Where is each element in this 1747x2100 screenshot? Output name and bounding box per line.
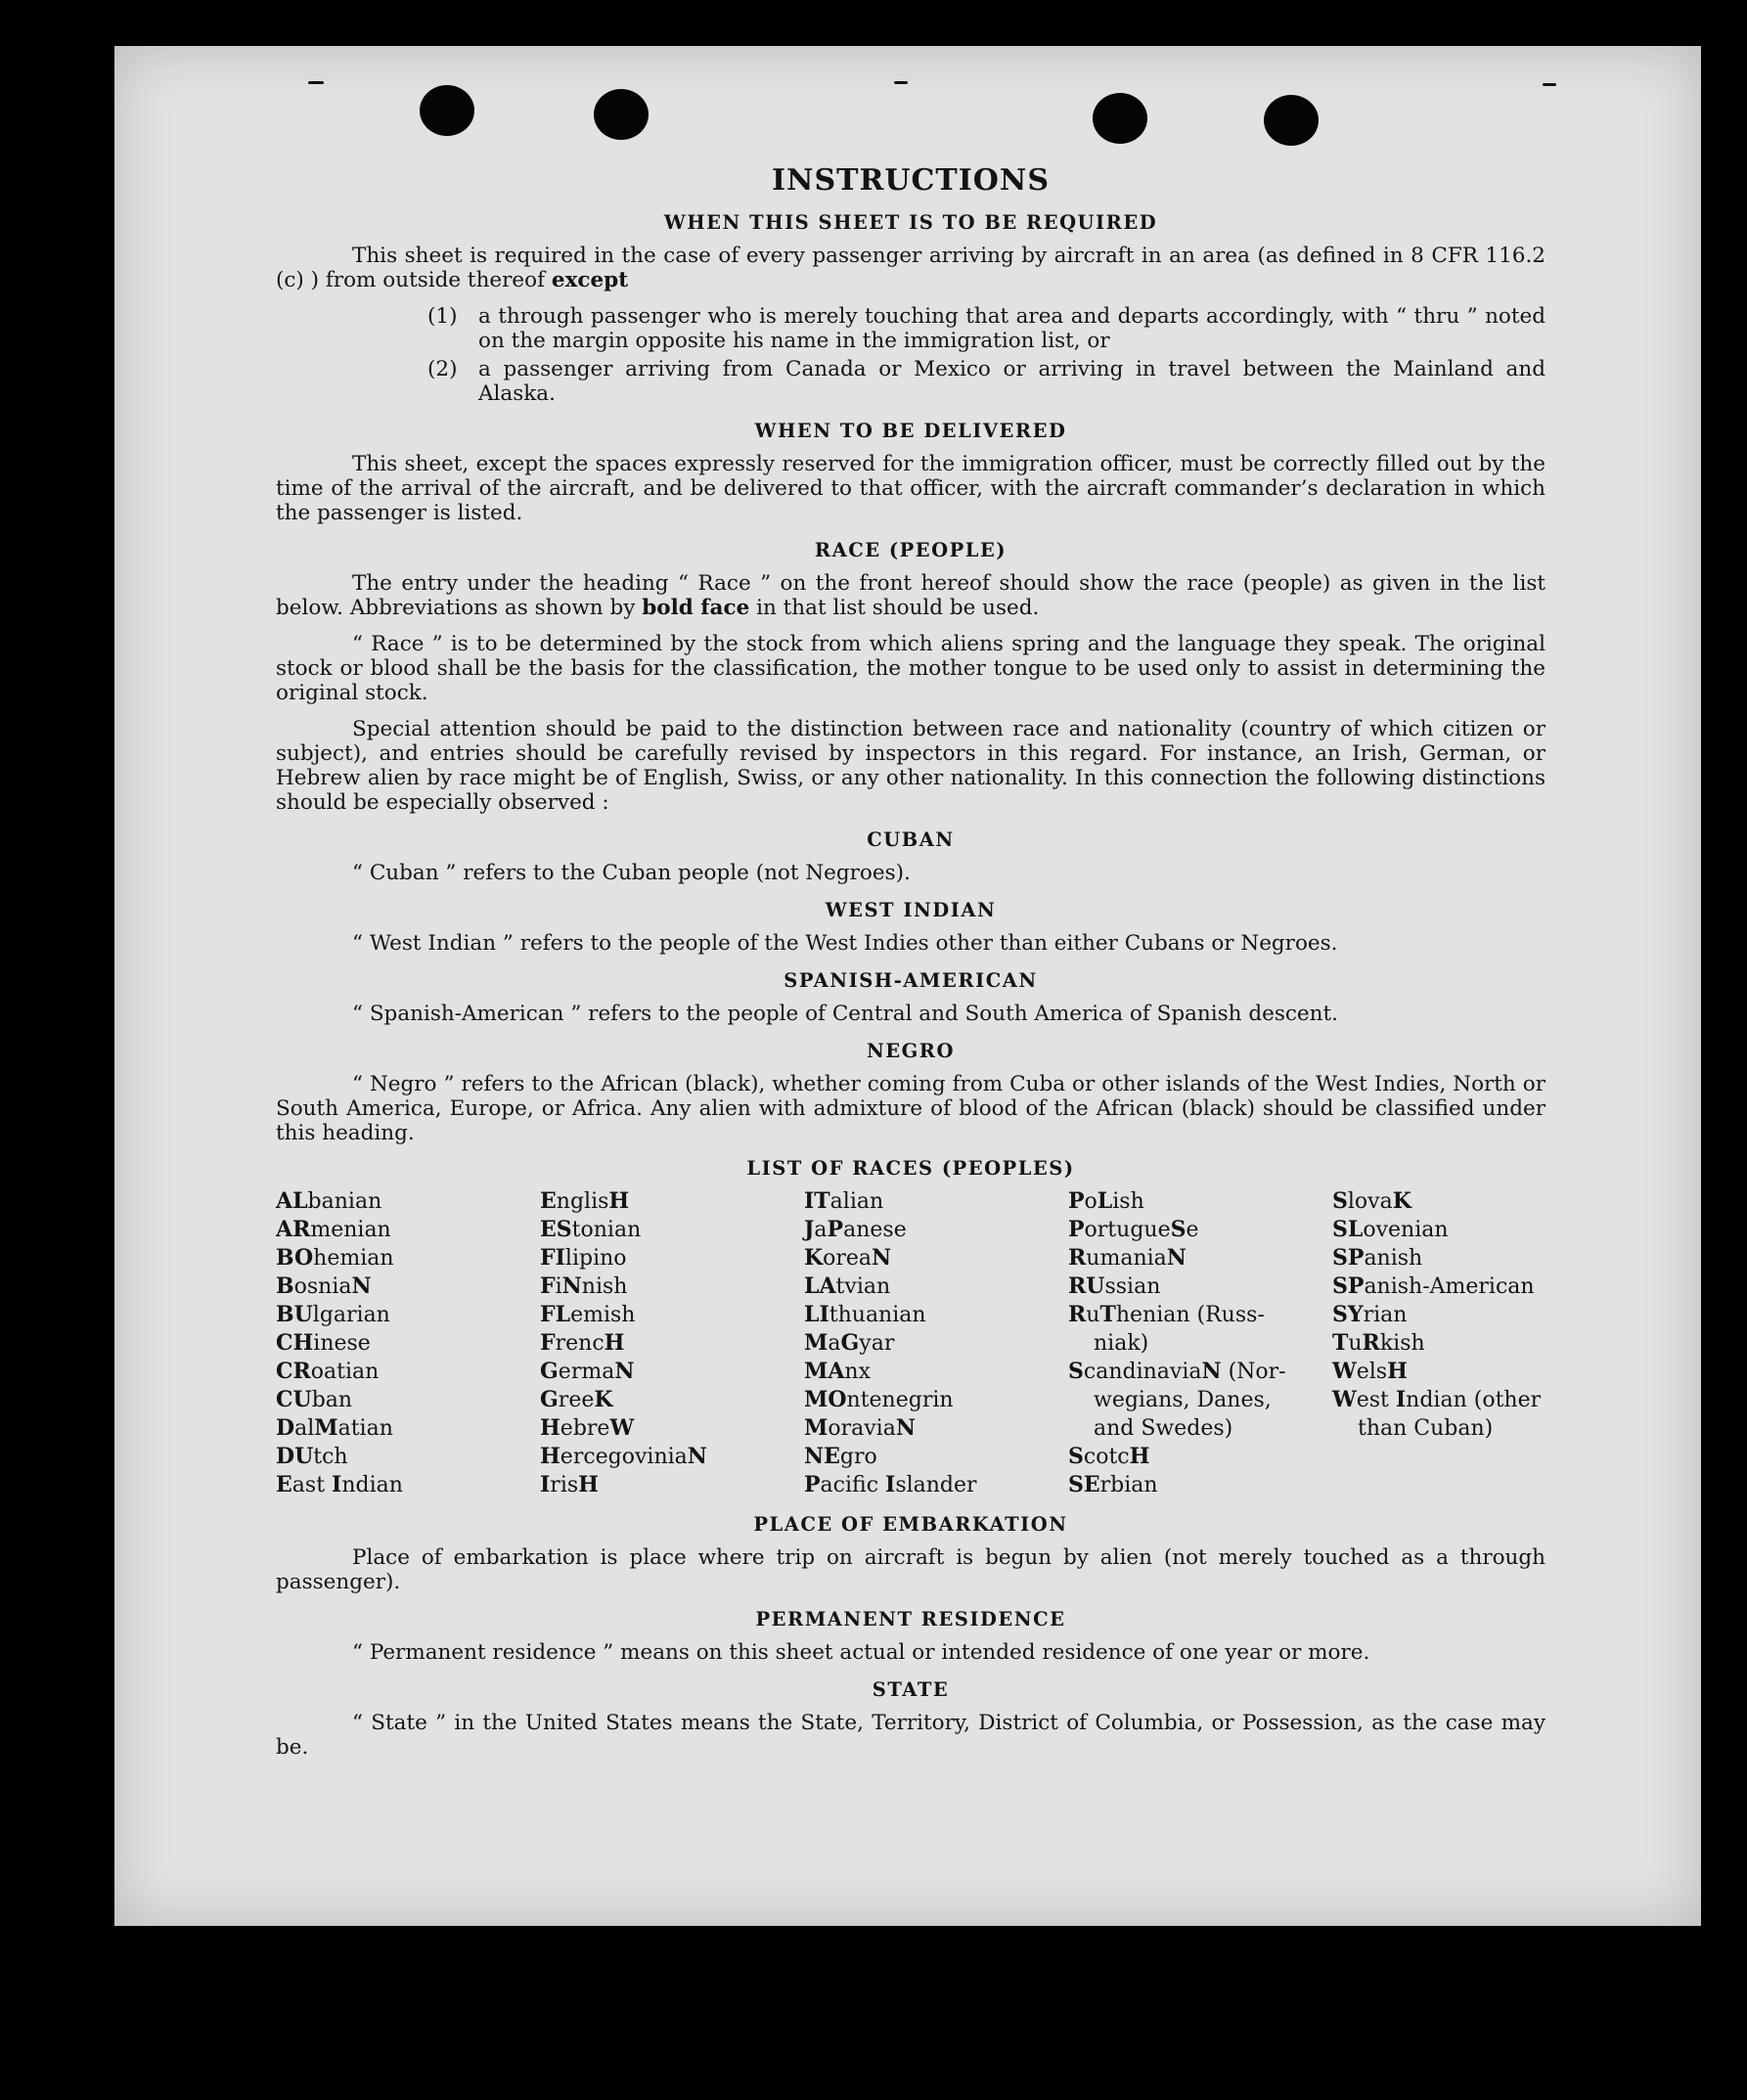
race-entry: FIlipino <box>540 1245 627 1271</box>
heading-cuban: CUBAN <box>867 828 955 851</box>
race-entry: SYrian <box>1332 1302 1408 1327</box>
heading-state: STATE <box>872 1678 950 1701</box>
race-entry: SLovenian <box>1332 1217 1449 1242</box>
paper-speck <box>308 81 324 84</box>
paper-speck <box>1543 83 1556 86</box>
heading-delivered: WHEN TO BE DELIVERED <box>754 420 1067 442</box>
paragraph-embarkation: Place of embarkation is place where trip on aircraft is begun by alien (not merely touched as a through passenger). <box>276 1545 1545 1594</box>
race-entry: than Cuban) <box>1358 1416 1494 1441</box>
race-entry: WelsH <box>1332 1359 1408 1384</box>
race-entry: SPanish-American <box>1332 1273 1535 1299</box>
race-entry: RuThenian (Russ- <box>1068 1302 1265 1327</box>
race-entry: ALbanian <box>276 1188 382 1214</box>
race-entry: MaGyar <box>804 1330 895 1356</box>
heading-west-indian: WEST INDIAN <box>825 899 997 921</box>
races-column <box>540 1187 804 1499</box>
race-entry: GreeK <box>540 1387 613 1412</box>
document-page <box>114 46 1701 1926</box>
race-entry: wegians, Danes, <box>1094 1388 1272 1412</box>
race-entry: EnglisH <box>540 1188 630 1214</box>
race-entry: BUlgarian <box>276 1302 390 1327</box>
race-entry: MAnx <box>804 1359 871 1384</box>
race-entry: SlovaK <box>1332 1188 1411 1214</box>
heading-required: WHEN THIS SHEET IS TO BE REQUIRED <box>663 211 1158 234</box>
paragraph-race-1: The entry under the heading “ Race ” on the front hereof should show the race (people) as given in the list below. Abbreviations as shown by bold face in that list should be used. <box>276 571 1545 620</box>
paragraph-west-indian: “ West Indian ” refers to the people of the West Indies other than either Cubans or Negroes. <box>352 931 1338 956</box>
race-entry: RUssian <box>1068 1273 1161 1299</box>
paragraph-state: “ State ” in the United States means the State, Territory, District of Columbia, or Possession, as the case may be. <box>276 1711 1545 1760</box>
punch-hole <box>1264 95 1319 146</box>
race-entry: FLemish <box>540 1302 636 1327</box>
punch-hole <box>420 85 474 136</box>
paragraph-required: This sheet is required in the case of every passenger arriving by aircraft in an area (as defined in 8 CFR 116.2 (c) ) from outside thereof except <box>276 244 1545 292</box>
race-entry: PoLish <box>1068 1188 1144 1214</box>
race-entry: SPanish <box>1332 1245 1423 1271</box>
page-title: INSTRUCTIONS <box>772 163 1050 198</box>
race-entry: CHinese <box>276 1330 371 1356</box>
paragraph-cuban: “ Cuban ” refers to the Cuban people (not Negroes). <box>352 861 911 885</box>
race-entry: FiNnish <box>540 1273 628 1299</box>
race-entry: MOntenegrin <box>804 1387 954 1412</box>
heading-residence: PERMANENT RESIDENCE <box>755 1608 1066 1631</box>
race-entry: CRoatian <box>276 1359 380 1384</box>
heading-embarkation: PLACE OF EMBARKATION <box>753 1513 1068 1536</box>
heading-spanish-american: SPANISH-AMERICAN <box>784 969 1038 992</box>
paragraph-delivered: This sheet, except the spaces expressly reserved for the immigration officer, must be correctly filled out by the time of the arrival of the aircraft, and be delivered to that officer, with the aircraft commander’s declaration in which the passenger is listed. <box>276 452 1545 525</box>
race-entry: FrencH <box>540 1330 625 1356</box>
exception-item: (1) a through passenger who is merely touching that area and departs accordingly, with “ thru ” noted on the margin opposite his name in the immigration list, or <box>427 304 1545 353</box>
races-column <box>804 1187 1068 1499</box>
race-entry: CUban <box>276 1387 353 1412</box>
instructions-content <box>276 163 1545 1771</box>
races-column <box>1068 1187 1332 1499</box>
race-entry: SErbian <box>1068 1472 1158 1497</box>
race-entry: Pacific Islander <box>804 1472 977 1497</box>
paragraph-residence: “ Permanent residence ” means on this sheet actual or intended residence of one year or more. <box>352 1640 1370 1665</box>
paragraph-spanish-american: “ Spanish-American ” refers to the people of Central and South America of Spanish descent. <box>352 1002 1338 1026</box>
race-entry: West Indian (other <box>1332 1387 1542 1412</box>
punch-hole <box>594 89 649 140</box>
heading-race: RACE (PEOPLE) <box>814 539 1008 561</box>
races-list <box>276 1187 1545 1499</box>
race-entry: JaPanese <box>804 1217 907 1242</box>
race-entry: RumaniaN <box>1068 1245 1187 1271</box>
race-entry: LAtvian <box>804 1273 891 1299</box>
paragraph-race-2: “ Race ” is to be determined by the stock from which aliens spring and the language they speak. The original stock or blood shall be the basis for the classification, the mother tongue to be used only to assist in determining the original stock. <box>276 632 1545 705</box>
race-entry: LIthuanian <box>804 1302 926 1327</box>
races-column <box>276 1187 540 1499</box>
race-entry: ARmenian <box>276 1217 391 1242</box>
paragraph-race-3: Special attention should be paid to the distinction between race and nationality (country of which citizen or subject), and entries should be carefully revised by inspectors in this regard. For instance, an Irish, German, or Hebrew alien by race might be of English, Swiss, or any other nationality. In this connection the following distinctions should be especially observed : <box>276 717 1545 815</box>
race-entry: IrisH <box>540 1472 599 1497</box>
race-entry: ITalian <box>804 1188 884 1214</box>
race-entry: BOhemian <box>276 1245 394 1271</box>
heading-races-list: LIST OF RACES (PEOPLES) <box>746 1157 1075 1180</box>
paper-speck <box>894 81 908 84</box>
race-entry: EStonian <box>540 1217 642 1242</box>
races-column <box>1332 1187 1545 1499</box>
race-entry: KoreaN <box>804 1245 892 1271</box>
race-entry: HebreW <box>540 1415 635 1441</box>
race-entry: ScotcH <box>1068 1444 1150 1469</box>
race-entry: and Swedes) <box>1094 1416 1233 1441</box>
race-entry: GermaN <box>540 1359 635 1384</box>
punch-hole <box>1093 93 1147 144</box>
race-entry: NEgro <box>804 1444 877 1469</box>
paragraph-negro: “ Negro ” refers to the African (black), whether coming from Cuba or other islands of the West Indies, North or South America, Europe, or Africa. Any alien with admixture of blood of the African (black) should be classified under this heading. <box>276 1072 1545 1145</box>
race-entry: DUtch <box>276 1444 348 1469</box>
race-entry: BosniaN <box>276 1273 372 1299</box>
race-entry: HercegoviniaN <box>540 1444 707 1469</box>
race-entry: ScandinaviaN (Nor- <box>1068 1359 1286 1384</box>
race-entry: MoraviaN <box>804 1415 916 1441</box>
race-entry: TuRkish <box>1332 1330 1425 1356</box>
race-entry: PortugueSe <box>1068 1217 1199 1242</box>
race-entry: East Indian <box>276 1472 403 1497</box>
exception-item: (2) a passenger arriving from Canada or Mexico or arriving in travel between the Mainland and Alaska. <box>427 357 1545 406</box>
race-entry: DalMatian <box>276 1415 393 1441</box>
race-entry: niak) <box>1094 1331 1149 1356</box>
heading-negro: NEGRO <box>866 1040 956 1062</box>
